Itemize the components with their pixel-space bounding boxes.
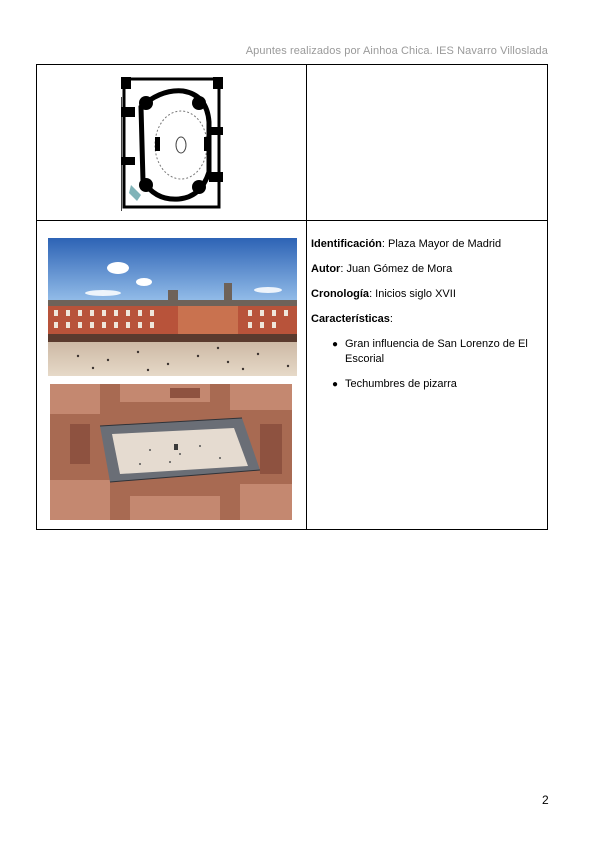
autor-label: Autor	[311, 263, 341, 275]
page-number: 2	[542, 793, 549, 807]
floor-plan-image	[121, 77, 225, 211]
monument-info	[311, 237, 543, 402]
cronologia-value: : Inicios siglo XVII	[369, 288, 456, 300]
list-item	[311, 377, 543, 392]
list-item-text: Techumbres de pizarra	[345, 378, 457, 390]
cronologia-label: Cronología	[311, 288, 370, 300]
plaza-mayor-aerial-photo	[50, 384, 292, 520]
plaza-mayor-photo	[48, 238, 297, 376]
identificacion-line	[311, 237, 543, 252]
caracteristicas-line	[311, 312, 543, 327]
autor-line	[311, 262, 543, 277]
caracteristicas-label: Características	[311, 313, 390, 325]
caracteristicas-suffix: :	[389, 313, 393, 325]
identificacion-label: Identificación	[311, 238, 382, 250]
cronologia-line	[311, 287, 543, 302]
caracteristicas-list	[311, 337, 543, 392]
list-item	[311, 337, 543, 367]
table-column-divider	[306, 65, 307, 529]
autor-value: : Juan Gómez de Mora	[340, 263, 453, 275]
content-table	[36, 64, 548, 530]
table-row-divider	[37, 220, 547, 221]
bullet-icon: ●	[332, 379, 339, 390]
identificacion-value: : Plaza Mayor de Madrid	[381, 238, 502, 250]
page-header: Apuntes realizados por Ainhoa Chica. IES Navarro Villoslada	[245, 45, 548, 57]
bullet-icon: ●	[332, 339, 339, 350]
list-item-text: Gran influencia de San Lorenzo de El Escorial	[345, 338, 528, 365]
